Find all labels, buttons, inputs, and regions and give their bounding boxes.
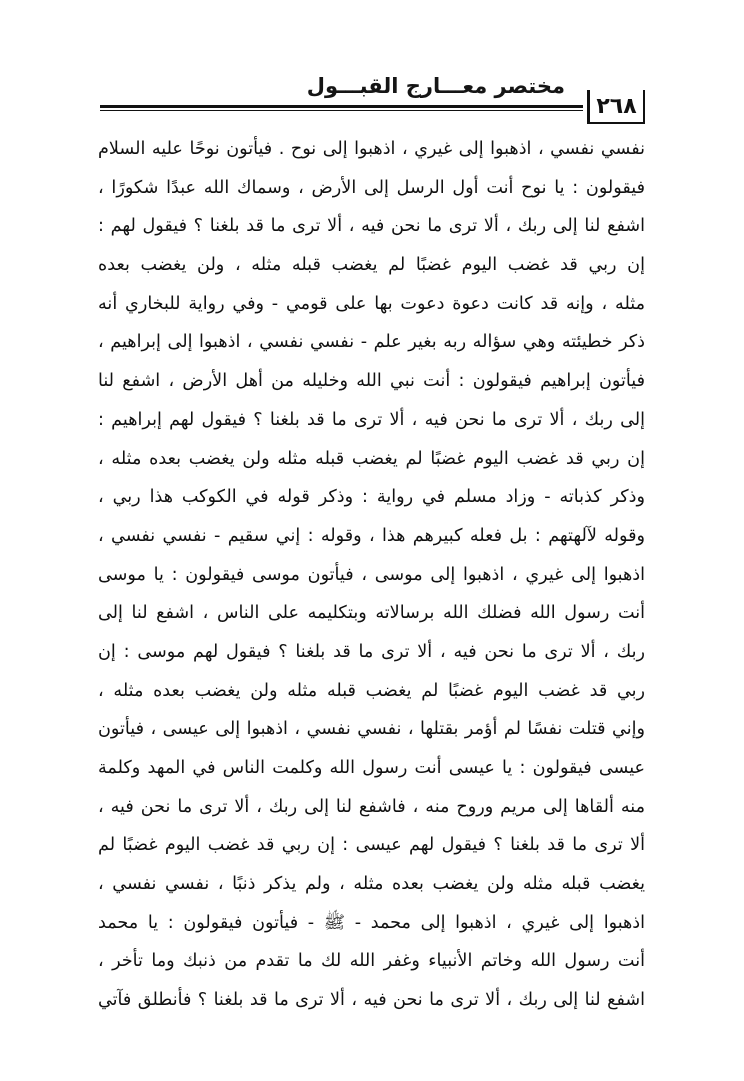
text-line: إلى ربك ، ألا ترى ما نحن فيه ، ألا ترى ما قد بلغنا ؟ فيقول لهم إبراهيم :	[98, 409, 645, 430]
text-line: منه ألقاها إلى مريم وروح منه ، فاشفع لنا إلى ربك ، ألا ترى ما نحن فيه ،	[98, 796, 645, 817]
text-line: اشفع لنا إلى ربك ، ألا ترى ما نحن فيه ، ألا ترى ما قد بلغنا ؟ فأنطلق فآتي	[98, 990, 645, 1011]
text-line: ربي قد غضب اليوم غضبًا لم يغضب قبله مثله ولن يغضب بعده مثله ،	[98, 680, 645, 701]
page-header	[100, 60, 645, 120]
text-line: إن ربي قد غضب اليوم غضبًا لم يغضب قبله مثله ولن يغضب بعده مثله ،	[98, 448, 645, 469]
body-text	[98, 130, 645, 1020]
text-line: مثله ، وإنه قد كانت دعوة دعوت بها على قومي - وفي رواية للبخاري أنه	[98, 293, 645, 314]
page-number: ٢٦٨	[587, 90, 645, 124]
text-line: أنت رسول الله وخاتم الأنبياء وغفر الله لك ما تقدم من ذنبك وما تأخر ،	[98, 951, 645, 972]
text-line: وإني قتلت نفسًا لم أؤمر بقتلها ، نفسي نفسي ، اذهبوا إلى عيسى ، فيأتون	[98, 719, 645, 740]
text-line: يغضب قبله مثله ولن يغضب بعده مثله ، ولم يذكر ذنبًا ، نفسي نفسي ،	[98, 874, 645, 895]
text-line: اذهبوا إلى غيري ، اذهبوا إلى محمد - ﷺ - فيأتون فيقولون : يا محمد	[98, 912, 645, 933]
text-line: فيقولون : يا نوح أنت أول الرسل إلى الأرض ، وسماك الله عبدًا شكورًا ،	[98, 177, 645, 198]
text-line: اشفع لنا إلى ربك ، ألا ترى ما نحن فيه ، ألا ترى ما قد بلغنا ؟ فيقول لهم :	[98, 216, 645, 237]
text-line: أنت رسول الله فضلك الله برسالاته وبتكليمه على الناس ، اشفع لنا إلى	[98, 603, 645, 624]
text-line: اذهبوا إلى غيري ، اذهبوا إلى موسى ، فيأتون موسى فيقولون : يا موسى	[98, 564, 645, 585]
text-line: ألا ترى ما قد بلغنا ؟ فيقول لهم عيسى : إن ربي قد غضب اليوم غضبًا لم	[98, 835, 645, 856]
text-line: ربك ، ألا ترى ما نحن فيه ، ألا ترى ما قد بلغنا ؟ فيقول لهم موسى : إن	[98, 641, 645, 662]
header-rule-thin	[100, 110, 583, 111]
header-rule	[100, 105, 583, 108]
text-line: ذكر خطيئته وهي سؤاله ربه بغير علم - نفسي نفسي ، اذهبوا إلى إبراهيم ،	[98, 332, 645, 353]
book-title: مختصر معـــارج القبـــول	[306, 74, 565, 98]
text-line: وذكر كذباته - وزاد مسلم في رواية : وذكر قوله في الكوكب هذا ربي ،	[98, 487, 645, 508]
text-line: إن ربي قد غضب اليوم غضبًا لم يغضب قبله مثله ، ولن يغضب بعده	[98, 255, 645, 276]
text-line: وقوله لآلهتهم : بل فعله كبيرهم هذا ، وقوله : إني سقيم - نفسي نفسي ،	[98, 525, 645, 546]
text-line: نفسي نفسي ، اذهبوا إلى غيري ، اذهبوا إلى نوح . فيأتون نوحًا عليه السلام	[98, 139, 645, 159]
text-line: عيسى فيقولون : يا عيسى أنت رسول الله وكلمت الناس في المهد وكلمة	[98, 758, 645, 778]
text-line: فيأتون إبراهيم فيقولون : أنت نبي الله وخليله من أهل الأرض ، اشفع لنا	[98, 371, 645, 392]
